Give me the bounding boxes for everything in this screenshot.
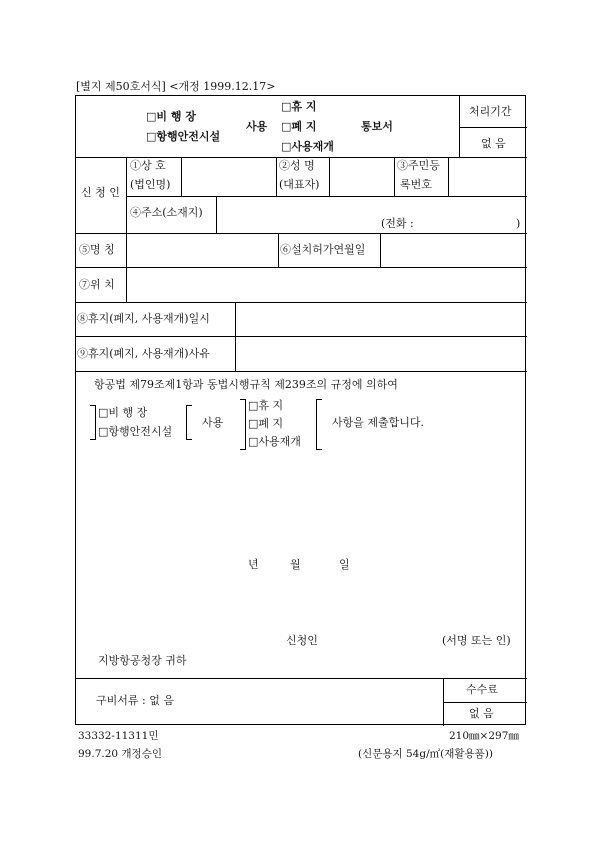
suspension-reason-label: ⑨휴지(폐지, 사용재개)사유 bbox=[77, 347, 210, 360]
left-bracket-open bbox=[90, 405, 96, 440]
representative-name-label: ②성 명 bbox=[279, 159, 315, 172]
date-year: 년 bbox=[248, 558, 259, 571]
body-action-suspend: □휴 지 bbox=[248, 399, 284, 412]
right-bracket-open bbox=[240, 399, 246, 450]
phone-label: (전화 : bbox=[381, 217, 414, 230]
paper-type: (신문용지 54g/㎡(재활용품)) bbox=[358, 748, 493, 760]
fee-value: 없 음 bbox=[469, 707, 494, 720]
legal-basis-text: 항공법 제79조제1항과 동법시행규칙 제239조의 규정에 의하여 bbox=[94, 378, 398, 391]
suspension-datetime-label: ⑧휴지(폐지, 사용재개)일시 bbox=[77, 312, 210, 325]
date-day: 일 bbox=[339, 558, 350, 571]
title-usage: 사용 bbox=[246, 120, 268, 133]
trade-name-label: ①상 호 bbox=[130, 159, 166, 172]
processing-period-value: 없 음 bbox=[481, 137, 506, 150]
body-option-airfield: □비 행 장 bbox=[98, 406, 148, 419]
notification-form bbox=[75, 95, 526, 725]
signature-or-seal-label: (서명 또는 인) bbox=[442, 634, 511, 647]
title-action-resume: □사용재개 bbox=[281, 140, 334, 153]
body-action-abolish: □폐 지 bbox=[248, 417, 284, 430]
processing-period-label: 처리기간 bbox=[469, 105, 512, 118]
resident-number-label: ③주민등 bbox=[397, 159, 440, 172]
body-option-navaid: □항행안전시설 bbox=[98, 425, 173, 438]
facility-name-label: ⑤명 칭 bbox=[79, 243, 115, 256]
body-usage: 사용 bbox=[202, 416, 224, 429]
location-label: ⑦위 치 bbox=[79, 278, 115, 291]
applicant-section-label: 신 청 인 bbox=[81, 186, 120, 199]
title-action-suspend: □휴 지 bbox=[281, 100, 317, 113]
applicant-signature-label: 신청인 bbox=[286, 634, 318, 647]
phone-close: ) bbox=[516, 217, 521, 230]
paper-size: 210㎜×297㎜ bbox=[449, 730, 519, 742]
resident-number-sublabel: 록번호 bbox=[400, 178, 432, 191]
form-number: 33332-11311민 bbox=[78, 730, 159, 742]
representative-name-sublabel: (대표자) bbox=[279, 178, 320, 191]
form-header-line: [별지 제50호서식] <개정 1999.12.17> bbox=[76, 80, 276, 93]
address-label: ④주소(소재지) bbox=[130, 206, 203, 219]
title-action-abolish: □폐 지 bbox=[281, 120, 317, 133]
date-month: 월 bbox=[290, 558, 301, 571]
addressee: 지방항공청장 귀하 bbox=[98, 654, 187, 667]
left-bracket-close bbox=[186, 405, 192, 440]
submission-text: 사항을 제출합니다. bbox=[332, 416, 425, 429]
trade-name-sublabel: (법인명) bbox=[130, 178, 171, 191]
form-title: 통보서 bbox=[361, 120, 393, 133]
title-option-navaid: □항행안전시설 bbox=[146, 130, 221, 143]
approval-note: 99.7.20 개정승인 bbox=[78, 748, 162, 760]
right-bracket-close bbox=[316, 399, 322, 450]
installation-permit-date-label: ⑥설치허가연월일 bbox=[280, 243, 366, 256]
title-option-airfield: □비 행 장 bbox=[146, 110, 196, 123]
fee-label: 수수료 bbox=[466, 683, 498, 696]
required-documents: 구비서류 : 없 음 bbox=[96, 694, 174, 707]
body-action-resume: □사용재개 bbox=[248, 435, 301, 448]
